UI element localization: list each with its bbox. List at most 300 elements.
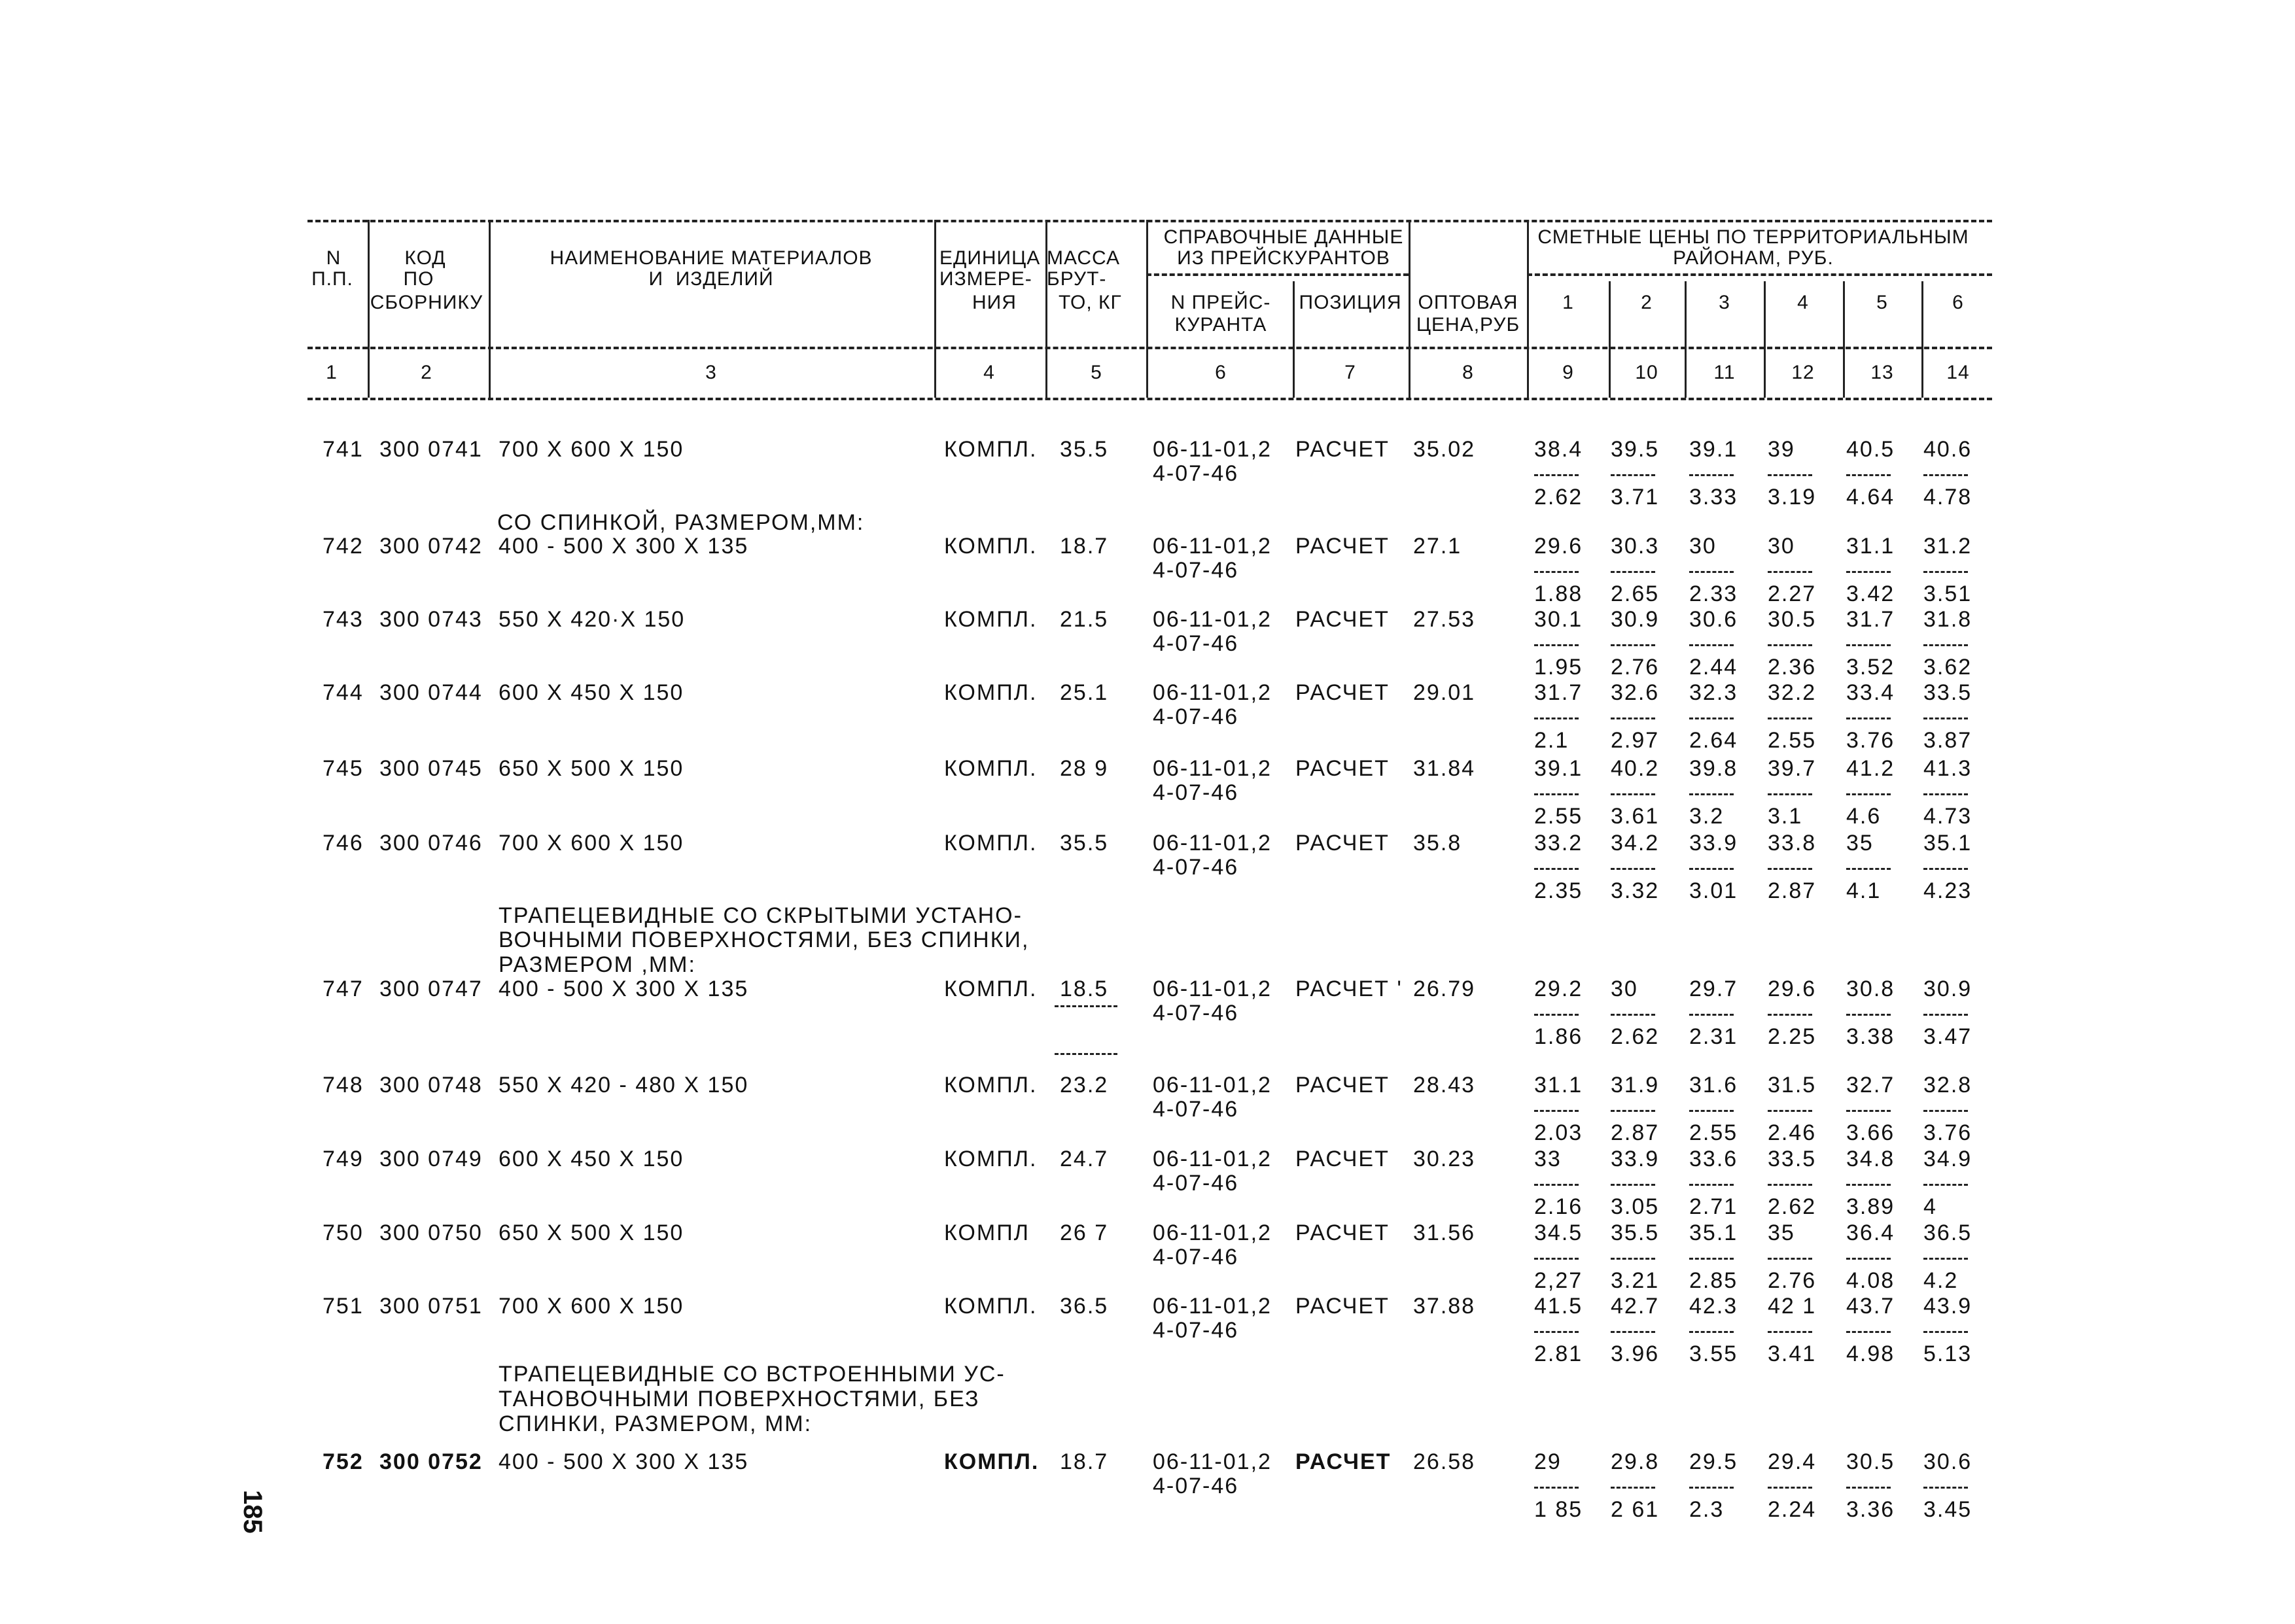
price-bottom-6: 3.51: [1923, 581, 1972, 606]
row-name: 600 X 450 X 150: [499, 680, 684, 705]
header-price-group: РАЙОНАМ, РУБ.: [1673, 247, 1834, 269]
fraction-rule: [1689, 1258, 1734, 1260]
header-col-index: 12: [1791, 362, 1815, 383]
row-pricelist: 06-11-01,2: [1153, 976, 1272, 1001]
header-separator: [1843, 281, 1845, 398]
price-bottom-6: 5.13: [1923, 1341, 1972, 1366]
price-top-1: 33: [1534, 1147, 1562, 1171]
header-separator: [934, 220, 936, 398]
row-pricelist: 06-11-01,2: [1153, 437, 1272, 462]
row-pricelist: 06-11-01,2: [1153, 680, 1272, 705]
fraction-rule: [1923, 1331, 1968, 1333]
fraction-rule: [1846, 793, 1891, 795]
price-top-5: 35: [1846, 831, 1874, 855]
price-bottom-3: 2.44: [1689, 655, 1738, 680]
row-pricelist-2: 4-07-46: [1153, 855, 1239, 880]
price-bottom-4: 2.62: [1768, 1194, 1817, 1219]
row-name: 400 - 500 X 300 X 135: [499, 534, 749, 559]
fraction-rule: [1923, 571, 1968, 573]
row-code: 300 0743: [379, 607, 483, 632]
price-bottom-2: 2.76: [1611, 655, 1660, 680]
header-col-unit: ИЗМЕРЕ-: [939, 268, 1032, 290]
fraction-rule: [1611, 868, 1655, 870]
row-wholesale-price: 35.02: [1413, 437, 1476, 462]
price-top-1: 39.1: [1534, 756, 1583, 781]
row-pricelist-2: 4-07-46: [1153, 704, 1239, 729]
header-col-index: 13: [1870, 362, 1894, 383]
price-bottom-5: 4.64: [1846, 485, 1895, 510]
ref-group-rule: [1146, 273, 1409, 276]
price-bottom-6: 4.73: [1923, 804, 1972, 829]
price-bottom-3: 2.31: [1689, 1024, 1738, 1049]
price-bottom-3: 2.64: [1689, 728, 1738, 753]
price-bottom-6: 4.23: [1923, 878, 1972, 903]
row-position: РАСЧЕТ: [1295, 1073, 1390, 1097]
price-bottom-2: 2.62: [1611, 1024, 1660, 1049]
row-number: 749: [323, 1147, 364, 1171]
price-bottom-5: 3.36: [1846, 1497, 1895, 1522]
price-bottom-3: 3.2: [1689, 804, 1725, 829]
price-top-5: 41.2: [1846, 756, 1895, 781]
price-bottom-3: 2.33: [1689, 581, 1738, 606]
price-top-6: 36.5: [1923, 1220, 1972, 1245]
price-bottom-3: 3.55: [1689, 1341, 1738, 1366]
header-col-index: 8: [1462, 362, 1474, 383]
price-top-2: 30.3: [1611, 534, 1660, 559]
row-number: 742: [323, 534, 364, 559]
price-bottom-4: 2.46: [1768, 1120, 1817, 1145]
price-bottom-6: 3.87: [1923, 728, 1972, 753]
price-bottom-4: 2.27: [1768, 581, 1817, 606]
price-top-3: 39.8: [1689, 756, 1738, 781]
header-col-code: КОД: [404, 247, 446, 269]
row-name: 650 X 500 X 150: [499, 756, 684, 781]
header-separator: [489, 220, 491, 398]
price-bottom-1: 1.86: [1534, 1024, 1583, 1049]
section-subheading: ТАНОВОЧНЫМИ ПОВЕРХНОСТЯМИ, БЕЗ: [499, 1387, 980, 1411]
price-top-5: 34.8: [1846, 1147, 1895, 1171]
fraction-rule: [1611, 1014, 1655, 1016]
header-col-name: НАИМЕНОВАНИЕ МАТЕРИАЛОВ: [550, 247, 873, 269]
price-bottom-5: 3.52: [1846, 655, 1895, 680]
price-top-6: 30.9: [1923, 976, 1972, 1001]
row-pricelist-2: 4-07-46: [1153, 1171, 1239, 1196]
price-bottom-6: 4.2: [1923, 1268, 1959, 1293]
fraction-rule: [1923, 717, 1968, 719]
price-bottom-4: 3.1: [1768, 804, 1803, 829]
row-code: 300 0748: [379, 1073, 483, 1097]
header-col-code: ПО: [403, 268, 434, 290]
price-bottom-4: 3.19: [1768, 485, 1817, 510]
row-number: 751: [323, 1294, 364, 1319]
row-pricelist: 06-11-01,2: [1153, 1147, 1272, 1171]
price-bottom-1: 2.55: [1534, 804, 1583, 829]
price-bottom-1: 1.88: [1534, 581, 1583, 606]
header-col-index: 9: [1562, 362, 1574, 383]
row-code: 300 0750: [379, 1220, 483, 1245]
row-code: 300 0746: [379, 831, 483, 855]
price-bottom-6: 3.47: [1923, 1024, 1972, 1049]
price-top-3: 42.3: [1689, 1294, 1738, 1319]
fraction-rule: [1611, 1184, 1655, 1186]
row-pricelist: 06-11-01,2: [1153, 1294, 1272, 1319]
price-top-5: 36.4: [1846, 1220, 1895, 1245]
fraction-rule: [1689, 1184, 1734, 1186]
row-pricelist-2: 4-07-46: [1153, 1097, 1239, 1122]
header-col-unit: НИЯ: [972, 292, 1017, 313]
price-top-2: 30: [1611, 976, 1638, 1001]
header-col-pricelist: КУРАНТА: [1174, 314, 1267, 336]
header-col-unit: ЕДИНИЦА: [939, 247, 1041, 269]
row-unit: КОМПЛ.: [944, 831, 1038, 855]
price-bottom-2: 3.32: [1611, 878, 1660, 903]
price-bottom-2: 3.96: [1611, 1341, 1660, 1366]
row-name: 550 X 420·X 150: [499, 607, 686, 632]
header-col-number: П.П.: [311, 268, 353, 290]
row-position: РАСЧЕТ: [1295, 1294, 1390, 1319]
price-top-4: 32.2: [1768, 680, 1817, 705]
price-top-5: 40.5: [1846, 437, 1895, 462]
price-top-6: 40.6: [1923, 437, 1972, 462]
header-col-index: 5: [1091, 362, 1102, 383]
header-col-pricelist: N ПРЕЙС-: [1170, 292, 1271, 313]
header-separator: [1685, 281, 1687, 398]
fraction-rule: [1611, 644, 1655, 646]
header-col-index: 14: [1946, 362, 1970, 383]
row-mass: 25.1: [1060, 680, 1109, 705]
header-district-5: 5: [1876, 292, 1888, 313]
fraction-rule: [1055, 1053, 1117, 1055]
fraction-rule: [1768, 1258, 1812, 1260]
price-top-6: 43.9: [1923, 1294, 1972, 1319]
price-top-4: 29.4: [1768, 1449, 1817, 1474]
fraction-rule: [1923, 868, 1968, 870]
price-bottom-1: 2.16: [1534, 1194, 1583, 1219]
row-mass: 23.2: [1060, 1073, 1109, 1097]
fraction-rule: [1923, 1014, 1968, 1016]
price-bottom-6: 3.62: [1923, 655, 1972, 680]
row-position: РАСЧЕТ: [1295, 680, 1390, 705]
fraction-rule: [1534, 1331, 1579, 1333]
row-unit: КОМПЛ.: [944, 1294, 1038, 1319]
row-position: РАСЧЕТ: [1295, 1220, 1390, 1245]
price-top-5: 33.4: [1846, 680, 1895, 705]
fraction-rule: [1768, 793, 1812, 795]
fraction-rule: [1768, 1331, 1812, 1333]
row-pricelist: 06-11-01,2: [1153, 756, 1272, 781]
price-top-2: 33.9: [1611, 1147, 1660, 1171]
price-bottom-5: 4.6: [1846, 804, 1882, 829]
row-code: 300 0742: [379, 534, 483, 559]
header-col-index: 6: [1215, 362, 1227, 383]
price-top-6: 34.9: [1923, 1147, 1972, 1171]
row-mass: 35.5: [1060, 831, 1109, 855]
row-number: 747: [323, 976, 364, 1001]
price-bottom-4: 2.55: [1768, 728, 1817, 753]
fraction-rule: [1534, 1487, 1579, 1489]
row-code: 300 0745: [379, 756, 483, 781]
price-top-5: 31.1: [1846, 534, 1895, 559]
header-separator: [1527, 220, 1529, 398]
row-wholesale-price: 29.01: [1413, 680, 1476, 705]
fraction-rule: [1846, 571, 1891, 573]
fraction-rule: [1611, 1110, 1655, 1112]
header-separator: [1409, 220, 1410, 398]
row-number: 746: [323, 831, 364, 855]
fraction-rule: [1923, 1184, 1968, 1186]
price-bottom-1: 2.1: [1534, 728, 1569, 753]
price-top-2: 34.2: [1611, 831, 1660, 855]
fraction-rule: [1689, 1331, 1734, 1333]
row-name: 650 X 500 X 150: [499, 1220, 684, 1245]
price-top-4: 30.5: [1768, 607, 1817, 632]
header-col-position: ПОЗИЦИЯ: [1299, 292, 1402, 313]
row-wholesale-price: 27.53: [1413, 607, 1476, 632]
row-wholesale-price: 37.88: [1413, 1294, 1476, 1319]
row-mass: 36.5: [1060, 1294, 1109, 1319]
price-top-4: 35: [1768, 1220, 1795, 1245]
price-top-6: 41.3: [1923, 756, 1972, 781]
row-wholesale-price: 26.58: [1413, 1449, 1476, 1474]
fraction-rule: [1768, 717, 1812, 719]
fraction-rule: [1768, 474, 1812, 476]
price-top-2: 35.5: [1611, 1220, 1660, 1245]
header-col-name: И ИЗДЕЛИЙ: [648, 268, 774, 290]
row-unit: КОМПЛ.: [944, 680, 1038, 705]
price-top-6: 33.5: [1923, 680, 1972, 705]
price-top-3: 33.9: [1689, 831, 1738, 855]
price-bottom-1: 2,27: [1534, 1268, 1583, 1293]
price-top-3: 35.1: [1689, 1220, 1738, 1245]
header-col-index: 11: [1713, 362, 1736, 383]
price-top-6: 31.8: [1923, 607, 1972, 632]
fraction-rule: [1768, 644, 1812, 646]
row-position: РАСЧЕТ: [1295, 437, 1390, 462]
row-position: РАСЧЕТ ': [1295, 976, 1403, 1001]
fraction-rule: [1534, 793, 1579, 795]
price-top-4: 39: [1768, 437, 1795, 462]
header-col-index: 4: [983, 362, 995, 383]
price-top-2: 31.9: [1611, 1073, 1660, 1097]
row-position: РАСЧЕТ: [1295, 534, 1390, 559]
price-top-3: 29.5: [1689, 1449, 1738, 1474]
fraction-rule: [1846, 1331, 1891, 1333]
price-top-3: 30.6: [1689, 607, 1738, 632]
row-number: 741: [323, 437, 364, 462]
fraction-rule: [1611, 1487, 1655, 1489]
header-district-1: 1: [1562, 292, 1574, 313]
fraction-rule: [1689, 571, 1734, 573]
row-pricelist-2: 4-07-46: [1153, 631, 1239, 656]
price-bottom-4: 2.87: [1768, 878, 1817, 903]
row-pricelist: 06-11-01,2: [1153, 1449, 1272, 1474]
price-bottom-5: 4.08: [1846, 1268, 1895, 1293]
price-bottom-3: 2.55: [1689, 1120, 1738, 1145]
row-unit: КОМПЛ.: [944, 1449, 1040, 1474]
fraction-rule: [1846, 868, 1891, 870]
fraction-rule: [1846, 1110, 1891, 1112]
row-mass: 21.5: [1060, 607, 1109, 632]
fraction-rule: [1689, 1014, 1734, 1016]
row-code: 300 0741: [379, 437, 483, 462]
header-district-6: 6: [1952, 292, 1964, 313]
row-number: 744: [323, 680, 364, 705]
section-subheading: СО СПИНКОЙ, РАЗМЕРОМ,ММ:: [497, 510, 865, 535]
price-bottom-3: 2.85: [1689, 1268, 1738, 1293]
fraction-rule: [1923, 1487, 1968, 1489]
row-position: РАСЧЕТ: [1295, 1147, 1390, 1171]
price-bottom-4: 2.25: [1768, 1024, 1817, 1049]
fraction-rule: [1611, 1331, 1655, 1333]
row-pricelist-2: 4-07-46: [1153, 1001, 1239, 1026]
fraction-rule: [1534, 868, 1579, 870]
price-top-4: 31.5: [1768, 1073, 1817, 1097]
price-bottom-5: 3.76: [1846, 728, 1895, 753]
price-top-1: 29.6: [1534, 534, 1583, 559]
header-ref-group: СПРАВОЧНЫЕ ДАННЫЕ: [1163, 226, 1404, 248]
price-top-3: 33.6: [1689, 1147, 1738, 1171]
row-wholesale-price: 27.1: [1413, 534, 1462, 559]
fraction-rule: [1846, 1487, 1891, 1489]
price-top-3: 32.3: [1689, 680, 1738, 705]
header-col-index: 1: [326, 362, 338, 383]
header-separator: [1921, 281, 1923, 398]
price-top-3: 29.7: [1689, 976, 1738, 1001]
price-bottom-1: 2.03: [1534, 1120, 1583, 1145]
fraction-rule: [1689, 1487, 1734, 1489]
fraction-rule: [1689, 717, 1734, 719]
price-bottom-5: 3.38: [1846, 1024, 1895, 1049]
price-top-1: 29.2: [1534, 976, 1583, 1001]
price-bottom-3: 2.3: [1689, 1497, 1725, 1522]
fraction-rule: [1055, 1005, 1117, 1007]
header-separator: [1146, 220, 1148, 398]
price-top-1: 29: [1534, 1449, 1562, 1474]
fraction-rule: [1923, 474, 1968, 476]
row-name: 700 X 600 X 150: [499, 437, 684, 462]
fraction-rule: [1768, 1184, 1812, 1186]
price-bottom-6: 3.45: [1923, 1497, 1972, 1522]
row-wholesale-price: 28.43: [1413, 1073, 1476, 1097]
price-top-4: 30: [1768, 534, 1795, 559]
price-top-4: 29.6: [1768, 976, 1817, 1001]
fraction-rule: [1534, 1184, 1579, 1186]
price-top-6: 35.1: [1923, 831, 1972, 855]
price-bottom-6: 4: [1923, 1194, 1937, 1219]
row-name: 700 X 600 X 150: [499, 831, 684, 855]
header-mid-rule: [307, 347, 1992, 349]
price-bottom-3: 2.71: [1689, 1194, 1738, 1219]
row-wholesale-price: 31.56: [1413, 1220, 1476, 1245]
row-unit: КОМПЛ.: [944, 1147, 1038, 1171]
fraction-rule: [1768, 571, 1812, 573]
price-top-2: 32.6: [1611, 680, 1660, 705]
fraction-rule: [1923, 644, 1968, 646]
fraction-rule: [1534, 571, 1579, 573]
price-bottom-3: 3.01: [1689, 878, 1738, 903]
row-mass: 28 9: [1060, 756, 1109, 781]
price-top-2: 29.8: [1611, 1449, 1660, 1474]
row-pricelist-2: 4-07-46: [1153, 461, 1239, 486]
price-top-6: 31.2: [1923, 534, 1972, 559]
row-wholesale-price: 31.84: [1413, 756, 1476, 781]
row-unit: КОМПЛ.: [944, 976, 1038, 1001]
row-unit: КОМПЛ: [944, 1220, 1030, 1245]
row-wholesale-price: 30.23: [1413, 1147, 1476, 1171]
fraction-rule: [1689, 868, 1734, 870]
row-name: 700 X 600 X 150: [499, 1294, 684, 1319]
price-top-5: 32.7: [1846, 1073, 1895, 1097]
price-top-3: 30: [1689, 534, 1717, 559]
section-subheading: ВОЧНЫМИ ПОВЕРХНОСТЯМИ, БЕЗ СПИНКИ,: [499, 927, 1030, 952]
header-bottom-rule: [307, 398, 1992, 400]
price-top-3: 39.1: [1689, 437, 1738, 462]
price-bottom-2: 2 61: [1611, 1497, 1660, 1522]
header-district-3: 3: [1719, 292, 1730, 313]
row-position: РАСЧЕТ: [1295, 756, 1390, 781]
row-mass: 26 7: [1060, 1220, 1109, 1245]
row-unit: КОМПЛ.: [944, 607, 1038, 632]
price-top-1: 41.5: [1534, 1294, 1583, 1319]
fraction-rule: [1768, 868, 1812, 870]
section-subheading: ТРАПЕЦЕВИДНЫЕ СО СКРЫТЫМИ УСТАНО-: [499, 903, 1023, 928]
fraction-rule: [1846, 1184, 1891, 1186]
price-top-1: 34.5: [1534, 1220, 1583, 1245]
fraction-rule: [1689, 644, 1734, 646]
header-separator: [1609, 281, 1611, 398]
fraction-rule: [1846, 1258, 1891, 1260]
fraction-rule: [1534, 474, 1579, 476]
fraction-rule: [1611, 1258, 1655, 1260]
row-mass: 18.7: [1060, 1449, 1109, 1474]
price-bottom-3: 3.33: [1689, 485, 1738, 510]
header-col-mass: МАССА: [1047, 247, 1121, 269]
price-top-2: 39.5: [1611, 437, 1660, 462]
price-top-5: 30.5: [1846, 1449, 1895, 1474]
row-wholesale-price: 26.79: [1413, 976, 1476, 1001]
price-bottom-2: 3.21: [1611, 1268, 1660, 1293]
header-col-index: 3: [705, 362, 717, 383]
fraction-rule: [1846, 644, 1891, 646]
price-bottom-1: 1.95: [1534, 655, 1583, 680]
price-top-5: 43.7: [1846, 1294, 1895, 1319]
row-pricelist-2: 4-07-46: [1153, 558, 1239, 583]
fraction-rule: [1611, 717, 1655, 719]
price-top-1: 31.1: [1534, 1073, 1583, 1097]
row-name: 600 X 450 X 150: [499, 1147, 684, 1171]
header-district-4: 4: [1797, 292, 1809, 313]
price-bottom-5: 3.42: [1846, 581, 1895, 606]
row-mass: 18.7: [1060, 534, 1109, 559]
price-bottom-2: 3.61: [1611, 804, 1660, 829]
price-top-6: 30.6: [1923, 1449, 1972, 1474]
header-col-number: N: [326, 247, 342, 269]
price-top-4: 42 1: [1768, 1294, 1817, 1319]
price-top-5: 30.8: [1846, 976, 1895, 1001]
fraction-rule: [1611, 571, 1655, 573]
row-name: 400 - 500 X 300 X 135: [499, 976, 749, 1001]
header-col-index: 2: [421, 362, 432, 383]
row-pricelist: 06-11-01,2: [1153, 1073, 1272, 1097]
row-unit: КОМПЛ.: [944, 437, 1038, 462]
fraction-rule: [1923, 1110, 1968, 1112]
price-top-2: 30.9: [1611, 607, 1660, 632]
row-unit: КОМПЛ.: [944, 534, 1038, 559]
price-bottom-4: 3.41: [1768, 1341, 1817, 1366]
price-bottom-2: 2.87: [1611, 1120, 1660, 1145]
header-col-mass: ТО, КГ: [1059, 292, 1122, 313]
fraction-rule: [1534, 1110, 1579, 1112]
